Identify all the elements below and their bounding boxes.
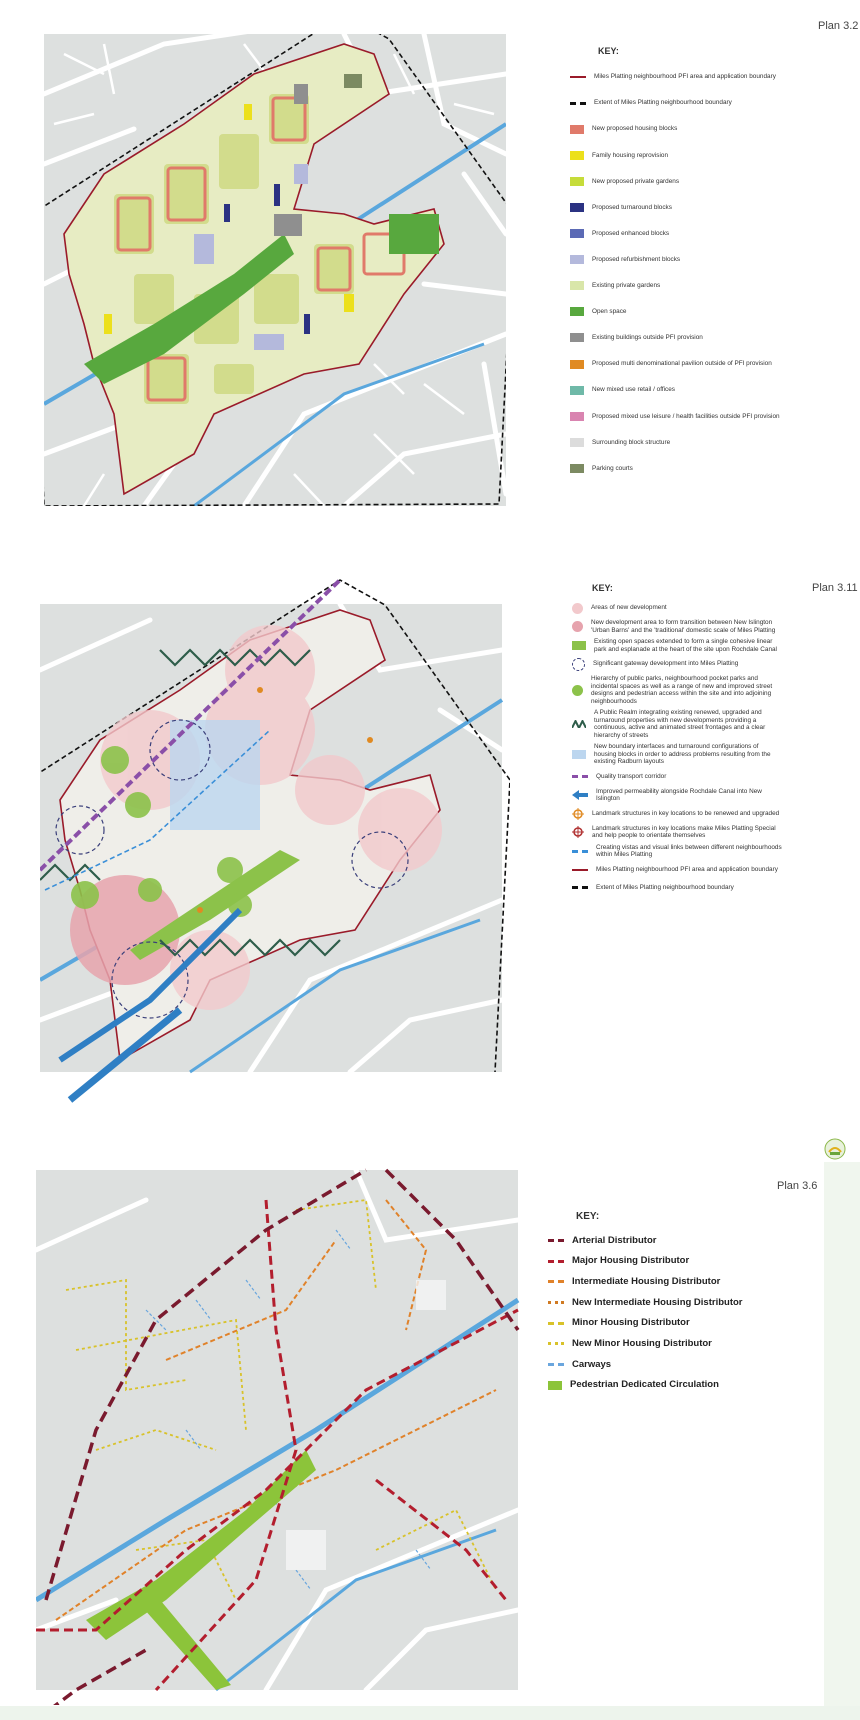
legend-item: [548, 1333, 818, 1354]
legend-item: [570, 325, 795, 351]
legend-label: Proposed mixed use leisure / health facilities outside PFI provision: [592, 412, 780, 420]
dash-swatch-icon: [572, 850, 588, 853]
key-items: [570, 64, 795, 482]
legend-label: Significant gateway development into Miles Platting: [593, 660, 739, 668]
side-strip: [824, 1162, 860, 1720]
legend-label: New Intermediate Housing Distributor: [572, 1296, 743, 1308]
urban-design-map-drawing: [40, 560, 510, 1130]
legend-label: Areas of new development: [591, 604, 667, 612]
legend-label: New development area to form transition between New Islington 'Urban Barns' and the 'traditional' domestic scale of Miles Platting: [591, 619, 776, 634]
box-swatch-icon: [570, 386, 584, 395]
dash-swatch-icon: [548, 1260, 564, 1263]
arrow-swatch-icon: [572, 790, 588, 800]
key-items: [572, 601, 782, 895]
legend-item: [572, 709, 782, 739]
box-swatch-icon: [570, 307, 584, 316]
legend-label: Existing open spaces extended to form a single cohesive linear park and esplanade at the heart of the site upon Rochdale Canal: [594, 638, 777, 653]
legend-item: [572, 657, 782, 671]
legend-item: [572, 770, 782, 784]
legend-item: [570, 403, 795, 429]
legend-item: [548, 1375, 818, 1396]
bottom-band: [0, 1706, 860, 1720]
legend-item: [570, 221, 795, 247]
box-swatch-icon: [570, 464, 584, 473]
legend-label: Proposed turnaround blocks: [592, 203, 672, 211]
plan-3-11-key: [572, 583, 782, 899]
line-swatch-icon: [570, 76, 586, 78]
legend-label: New proposed private gardens: [592, 177, 680, 185]
legend-label: Extent of Miles Platting neighbourhood boundary: [596, 883, 734, 891]
star-swatch-icon: [572, 826, 584, 838]
plan-3-11-map: [40, 560, 510, 1130]
legend-item: [570, 90, 795, 116]
plan-title: Plan 3.11: [812, 582, 858, 594]
legend-label: Existing private gardens: [592, 282, 661, 290]
circulation-map-drawing: [36, 1130, 526, 1705]
box-swatch-icon: [570, 281, 584, 290]
circ-swatch-icon: [572, 621, 583, 632]
legend-item: [570, 142, 795, 168]
legend-item: [570, 377, 795, 403]
dash-swatch-icon: [548, 1280, 564, 1283]
box-swatch-icon: [570, 255, 584, 264]
key-title: KEY:: [598, 46, 619, 56]
legend-label: Parking courts: [592, 464, 633, 472]
legend-label: Existing buildings outside PFI provision: [592, 334, 703, 342]
organisation-logo-icon: [824, 1138, 846, 1160]
zig-swatch-icon: [572, 720, 586, 728]
legend-item: [570, 273, 795, 299]
legend-item: [548, 1251, 818, 1272]
legend-label: Landmark structures in key locations make Miles Platting Special and help people to orientate themselves: [592, 824, 776, 839]
legend-item: [572, 619, 782, 634]
legend-item: [572, 743, 782, 766]
legend-label: Miles Platting neighbourhood PFI area and application boundary: [596, 865, 778, 873]
legend-item: [548, 1313, 818, 1334]
legend-label: Pedestrian Dedicated Circulation: [570, 1379, 719, 1391]
key-title: KEY:: [576, 1211, 600, 1222]
legend-item: [572, 881, 782, 895]
box-swatch-icon: [570, 177, 584, 186]
dash-swatch-icon: [572, 886, 588, 889]
legend-label: Landmark structures in key locations to be renewed and upgraded: [592, 809, 780, 817]
dot-swatch-icon: [548, 1342, 564, 1345]
box-swatch-icon: [570, 229, 584, 238]
key-title: KEY:: [592, 583, 613, 593]
legend-label: Creating vistas and visual links between different neighbourhoods within Miles Platting: [596, 843, 782, 858]
legend-item: [548, 1271, 818, 1292]
legend-item: [572, 788, 782, 803]
plan-title: Plan 3.6: [777, 1180, 818, 1192]
legend-label: New mixed use retail / offices: [592, 386, 675, 394]
legend-item: [570, 64, 795, 90]
circ-swatch-icon: [572, 603, 583, 614]
legend-label: Proposed enhanced blocks: [592, 229, 670, 237]
legend-item: [572, 844, 782, 859]
masterplan-map-drawing: [44, 34, 506, 506]
dash-swatch-icon: [548, 1363, 564, 1366]
plan-3-6-key: [548, 1211, 818, 1396]
dot-swatch-icon: [548, 1301, 564, 1304]
ring-swatch-icon: [572, 658, 585, 671]
legend-label: Hierarchy of public parks, neighbourhood pocket parks and incidental spaces as well as a range of new and improved street designs and pedestrian access within the site and into adjoining neighbourhoods: [591, 675, 773, 705]
line-swatch-icon: [572, 869, 588, 871]
dash-swatch-icon: [548, 1239, 564, 1242]
legend-item: [570, 247, 795, 273]
plan-3-2-panel: [0, 0, 860, 565]
legend-item: [572, 825, 782, 840]
circ-swatch-icon: [572, 685, 583, 696]
legend-item: [548, 1230, 818, 1251]
legend-item: [570, 168, 795, 194]
plan-3-2-key: [570, 46, 795, 482]
legend-item: [572, 675, 782, 705]
box-swatch-icon: [570, 438, 584, 447]
legend-label: Open space: [592, 308, 627, 316]
dash-swatch-icon: [548, 1322, 564, 1325]
box-swatch-icon: [570, 125, 584, 134]
legend-item: [572, 807, 782, 821]
legend-label: Minor Housing Distributor: [572, 1317, 690, 1329]
legend-label: Major Housing Distributor: [572, 1255, 690, 1267]
dash-swatch-icon: [570, 102, 586, 105]
legend-label: New proposed housing blocks: [592, 125, 678, 133]
legend-item: [570, 455, 795, 481]
legend-label: New Minor Housing Distributor: [572, 1338, 712, 1350]
legend-item: [570, 351, 795, 377]
star-swatch-icon: [572, 808, 584, 820]
legend-label: Extent of Miles Platting neighbourhood boundary: [594, 99, 732, 107]
box-swatch-icon: [570, 360, 584, 369]
plan-3-6-map: [36, 1130, 526, 1705]
legend-label: Improved permeability alongside Rochdale Canal into New Islington: [596, 787, 762, 802]
legend-item: [570, 116, 795, 142]
legend-label: Proposed multi denominational pavilion outside of PFI provision: [592, 360, 772, 368]
legend-label: A Public Realm integrating existing renewed, upgraded and turnaround properties with new developments providing a continuous, active and animated street frontages and a clear hierarchy of streets: [594, 709, 766, 739]
key-items: [548, 1230, 818, 1396]
box-swatch-icon: [572, 750, 586, 759]
legend-label: Family housing reprovision: [592, 151, 669, 159]
legend-label: Miles Platting neighbourhood PFI area and application boundary: [594, 73, 776, 81]
legend-item: [572, 638, 782, 653]
legend-label: Proposed refurbishment blocks: [592, 255, 681, 263]
legend-item: [548, 1354, 818, 1375]
legend-label: Quality transport corridor: [596, 772, 667, 780]
box-swatch-icon: [570, 151, 584, 160]
legend-label: New boundary interfaces and turnaround configurations of housing blocks in order to address problems resulting from the existing Radburn layouts: [594, 743, 771, 765]
legend-item: [570, 299, 795, 325]
plan-3-2-map: [44, 34, 506, 506]
box-swatch-icon: [548, 1381, 562, 1390]
legend-label: Carways: [572, 1358, 612, 1370]
legend-label: Surrounding block structure: [592, 438, 671, 446]
legend-item: [570, 429, 795, 455]
plan-3-6-panel: [0, 1145, 860, 1720]
legend-label: Intermediate Housing Distributor: [572, 1275, 721, 1287]
legend-item: [572, 601, 782, 615]
box-swatch-icon: [570, 333, 584, 342]
legend-item: [548, 1292, 818, 1313]
plan-title: Plan 3.2: [818, 20, 859, 32]
legend-item: [572, 863, 782, 877]
box-swatch-icon: [570, 203, 584, 212]
legend-label: Arterial Distributor: [572, 1234, 657, 1246]
dash-swatch-icon: [572, 775, 588, 778]
plan-3-11-panel: [0, 565, 860, 1145]
box-swatch-icon: [572, 641, 586, 650]
box-swatch-icon: [570, 412, 584, 421]
legend-item: [570, 194, 795, 220]
